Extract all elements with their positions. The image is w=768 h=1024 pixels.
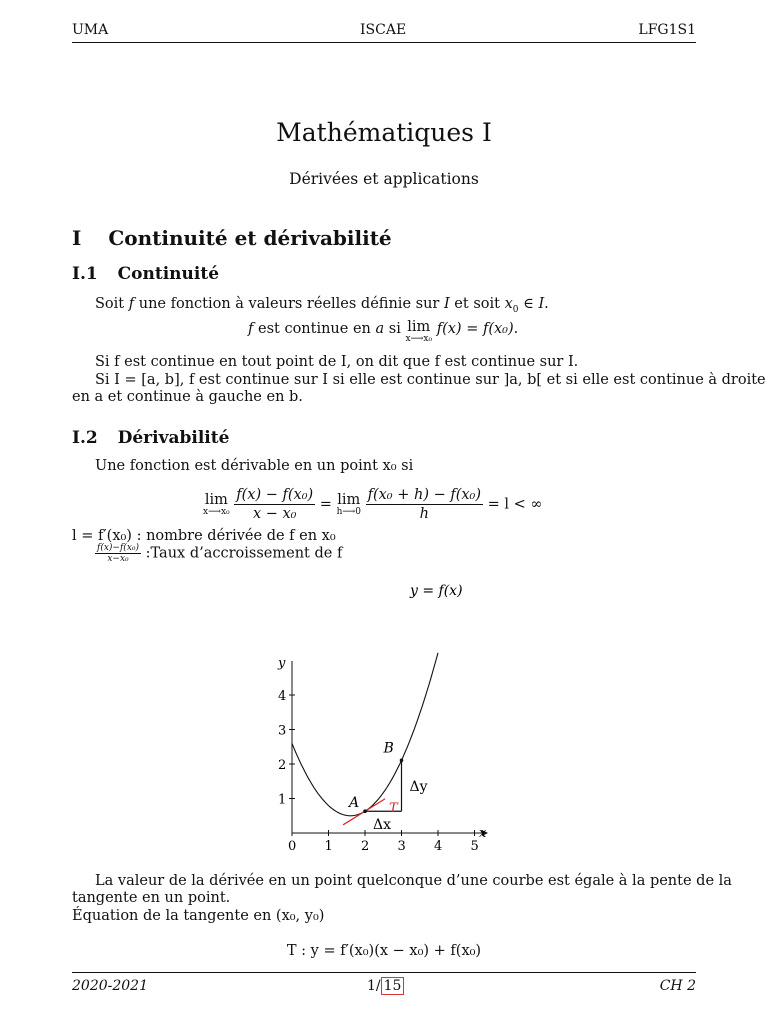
section-heading bbox=[72, 226, 392, 250]
subsection-heading-1 bbox=[72, 264, 219, 284]
y-tick-label: 1 bbox=[278, 792, 287, 808]
header-right: LFG1S1 bbox=[638, 22, 696, 38]
subsection-number: I.2 bbox=[72, 428, 98, 448]
y-tick-label: 4 bbox=[278, 689, 287, 704]
section-number: I bbox=[72, 226, 82, 250]
point-a-marker bbox=[363, 809, 367, 813]
rate-of-change-line: $\frac{\text{f(x)−f(x₀)}}{\text{x−x₀}}$ :Taux d’accroissement de f bbox=[97, 543, 343, 564]
continuity-equation: f est continue en a si lim x⟶x₀ f(x) = f(x₀). bbox=[248, 319, 519, 344]
header-left: UMA bbox=[72, 22, 109, 38]
subsection-title: Dérivabilité bbox=[117, 428, 230, 448]
page-indicator: 1/ 15 bbox=[367, 978, 404, 994]
derivability-intro: Une fonction est dérivable en un point x₀ si bbox=[95, 458, 414, 474]
continuity-definition: Soit f une fonction à valeurs réelles définie sur I et soit $x_0$ ∈ I. bbox=[95, 296, 549, 315]
x-tick-label: 5 bbox=[470, 839, 479, 854]
tangent-equation: T : y = f′(x₀)(x − x₀) + f(x₀) bbox=[286, 943, 482, 959]
page-subtitle: Dérivées et applications bbox=[289, 170, 479, 188]
point-b-marker bbox=[400, 759, 404, 763]
footer-year: 2020-2021 bbox=[72, 978, 148, 994]
x-tick-label: 3 bbox=[397, 839, 406, 854]
tangent-equation-intro: Équation de la tangente en (x₀, y₀) bbox=[72, 908, 325, 924]
derivative-number-line: l = f′(x₀) : nombre dérivée de f en x₀ bbox=[72, 528, 336, 544]
subsection-heading-2 bbox=[72, 428, 229, 448]
x-tick-label: 4 bbox=[434, 839, 443, 854]
delta-x-label: Δx bbox=[373, 817, 392, 834]
subsection-title: Continuité bbox=[117, 264, 220, 284]
conclusion-paragraph-1: La valeur de la dérivée en un point quelconque d’une courbe est égale à la pente de la bbox=[95, 873, 732, 889]
footer-chapter: CH 2 bbox=[659, 978, 696, 994]
x-axis-label: x bbox=[479, 826, 487, 841]
derivative-figure bbox=[250, 575, 510, 865]
y-axis-label: y bbox=[278, 656, 286, 671]
subsection-number: I.1 bbox=[72, 264, 98, 284]
conclusion-paragraph-2: tangente en un point. bbox=[72, 890, 231, 906]
continuity-paragraph-3: Si I = [a, b], f est continue sur I si elle est continue sur ]a, b[ et si elle est continue à droite bbox=[95, 372, 766, 388]
x-tick-label: 0 bbox=[288, 839, 297, 854]
tangent-label: T bbox=[389, 801, 398, 817]
page-total-link[interactable]: 15 bbox=[381, 977, 405, 995]
x-tick-label: 1 bbox=[324, 839, 333, 854]
derivative-definition-equation: lim x⟶x₀ $\frac{\text{f(x) − f(x₀)}}{\text{x − x₀}}$ = lim h⟶0 $\frac{\text{f(x₀ + h) − f(x₀)}}{h}$ = l < ∞ bbox=[203, 487, 543, 522]
point-b-label: B bbox=[383, 740, 394, 757]
section-title: Continuité et dérivabilité bbox=[108, 226, 392, 250]
delta-y-label: Δy bbox=[409, 778, 428, 795]
header-center: ISCAE bbox=[360, 22, 407, 38]
continuity-paragraph-4: en a et continue à gauche en b. bbox=[72, 389, 303, 405]
point-a-label: A bbox=[349, 795, 360, 812]
curve-label: y = f(x) bbox=[410, 583, 463, 599]
footer-rule bbox=[72, 972, 696, 973]
header-rule bbox=[72, 42, 696, 43]
x-tick-label: 2 bbox=[361, 839, 370, 854]
y-tick-label: 3 bbox=[278, 723, 287, 739]
page-title: Mathématiques I bbox=[276, 118, 492, 147]
page-current: 1 bbox=[367, 978, 376, 994]
y-tick-label: 2 bbox=[278, 758, 287, 773]
continuity-paragraph-2: Si f est continue en tout point de I, on dit que f est continue sur I. bbox=[95, 354, 579, 370]
